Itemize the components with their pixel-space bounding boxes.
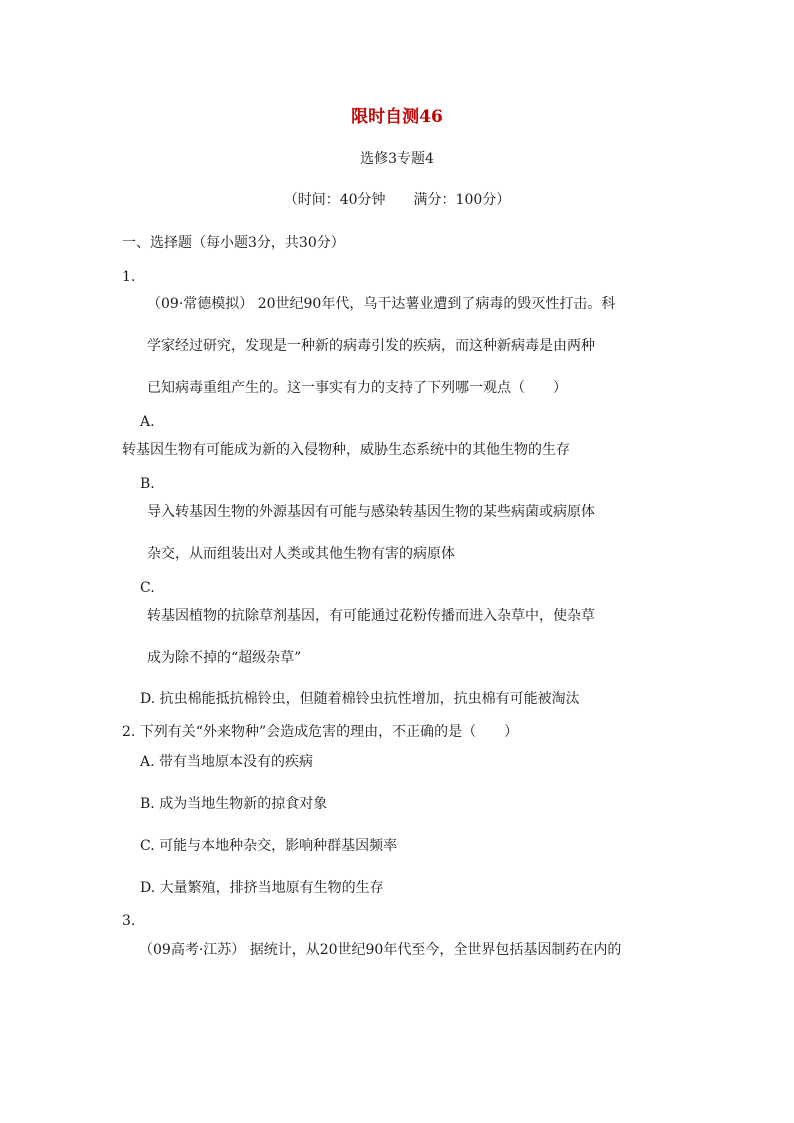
question-stem-line: 已知病毒重组产生的。这一事实有力的支持了下列哪一观点（ ） [147,380,567,396]
option-label: B. [140,476,155,492]
option-text: 转基因植物的抗除草剂基因，有可能通过花粉传播而进入杂草中，使杂草 [147,608,595,624]
option-text: B. 成为当地生物新的掠食对象 [140,796,328,812]
option-label: A. [140,414,155,430]
page-title: 限时自测46 [351,107,443,127]
option-text: D. 大量繁殖，排挤当地原有生物的生存 [140,880,384,896]
option-text: 成为除不掉的“超级杂草” [147,650,302,666]
option-text: 导入转基因生物的外源基因有可能与感染转基因生物的某些病菌或病原体 [147,504,595,520]
question-stem-line: 学家经过研究，发现是一种新的病毒引发的疾病，而这种新病毒是由两种 [147,338,595,354]
question-stem-line: （09高考·江苏） 据统计，从20世纪90年代至今，全世界包括基因制药在内的 [139,942,622,958]
question-stem: 2. 下列有关“外来物种”会造成危害的理由，不正确的是（ ） [122,724,519,740]
option-text: C. 可能与本地种杂交，影响种群基因频率 [140,838,398,854]
page-subtitle: 选修3专题4 [360,151,434,167]
option-text: 转基因生物有可能成为新的入侵物种，威胁生态系统中的其他生物的生存 [122,442,570,458]
option-text: D. 抗虫棉能抵抗棉铃虫，但随着棉铃虫抗性增加，抗虫棉有可能被淘汰 [140,691,580,707]
question-number: 1. [122,269,136,285]
section-heading: 一、选择题（每小题3分，共30分） [122,235,345,251]
option-label: C. [140,580,155,596]
option-text: 杂交，从而组装出对人类或其他生物有害的病原体 [147,546,455,562]
question-stem-line: （09·常德模拟） 20世纪90年代，乌干达薯业遭到了病毒的毁灭性打击。科 [147,296,616,312]
option-text: A. 带有当地原本没有的疾病 [140,754,314,770]
question-number: 3. [122,913,136,929]
time-info: （时间：40分钟 满分：100分） [283,192,511,208]
